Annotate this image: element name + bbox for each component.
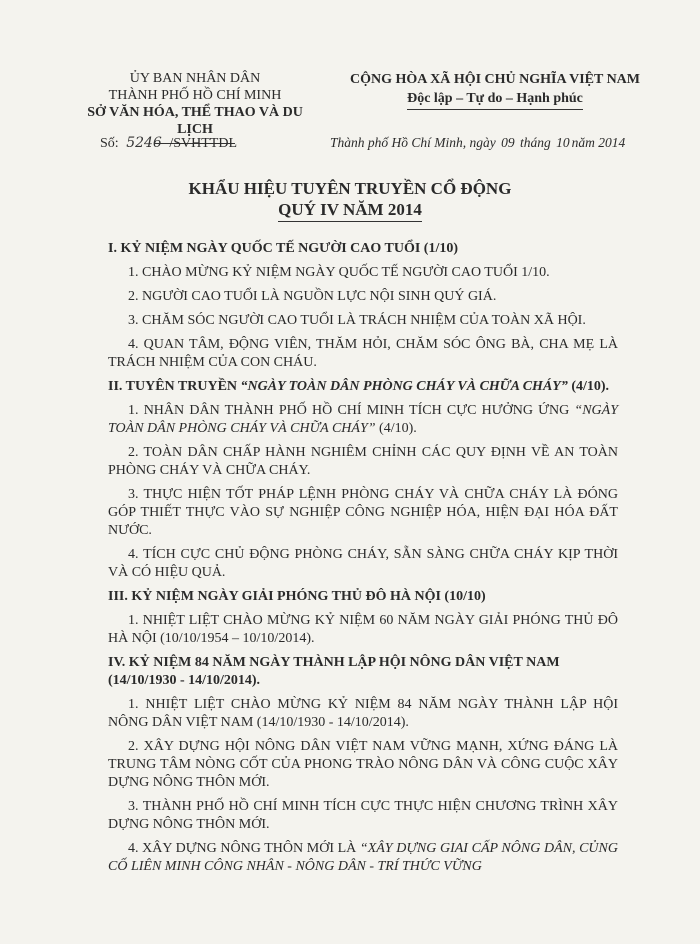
section-heading: III. KỶ NIỆM NGÀY GIẢI PHÓNG THỦ ĐÔ HÀ NỘI (10/10) — [108, 589, 486, 604]
slogan-item: 1. NHIỆT LIỆT CHÀO MỪNG KỶ NIỆM 84 NĂM NGÀY THÀNH LẬP HỘI NÔNG DÂN VIỆT NAM (14/10/1930 - 14/10/2014). — [108, 697, 618, 730]
date-month: 10 — [556, 135, 570, 150]
document-title — [0, 178, 700, 222]
slogan-item: 1. NHIỆT LIỆT CHÀO MỪNG KỶ NIỆM 60 NĂM NGÀY GIẢI PHÓNG THỦ ĐÔ HÀ NỘI (10/10/1954 – 10/10/2014). — [108, 613, 618, 646]
item-quote: “XÂY DỰNG GIAI CẤP NÔNG DÂN, CỦNG CỐ LIÊN MINH CÔNG NHÂN - NÔNG DÂN - TRÍ THỨC VỮNG — [108, 841, 618, 874]
item-text: 4. XÂY DỰNG NÔNG THÔN MỚI LÀ — [128, 841, 360, 856]
heading-date: (4/10). — [567, 379, 610, 394]
document-date — [330, 135, 625, 151]
slogan-item: 2. XÂY DỰNG HỘI NÔNG DÂN VIỆT NAM VỮNG MẠNH, XỨNG ĐÁNG LÀ TRUNG TÂM NÒNG CỐT CỦA PHONG TRÀO NÔNG DÂN VÀ CÔNG CUỘC XÂY DỰNG NÔNG THÔN MỚI. — [108, 739, 618, 790]
document-body — [108, 240, 618, 876]
slogan-item: 2. NGƯỜI CAO TUỔI LÀ NGUỒN LỰC NỘI SINH QUÝ GIÁ. — [128, 289, 497, 304]
heading-quote: “NGÀY TOÀN DÂN PHÒNG CHÁY VÀ CHỮA CHÁY” — [240, 379, 568, 394]
slogan-item: 3. THÀNH PHỐ HỒ CHÍ MINH TÍCH CỰC THỰC HIỆN CHƯƠNG TRÌNH XÂY DỰNG NÔNG THÔN MỚI. — [108, 799, 618, 832]
country-name: CỘNG HÒA XÃ HỘI CHỦ NGHĨA VIỆT NAM — [349, 72, 640, 87]
item-quote: “NGÀY TOÀN DÂN PHÒNG CHÁY VÀ CHỮA CHÁY” — [108, 403, 618, 436]
date-year: năm 2014 — [571, 135, 626, 150]
section-heading — [108, 378, 618, 396]
slogan-item: 2. TOÀN DÂN CHẤP HÀNH NGHIÊM CHỈNH CÁC QUY ĐỊNH VỀ AN TOÀN PHÒNG CHÁY VÀ CHỮA CHÁY. — [108, 445, 618, 478]
document-number — [100, 135, 237, 152]
number-label: Số: — [100, 136, 119, 151]
slogan-item: 4. TÍCH CỰC CHỦ ĐỘNG PHÒNG CHÁY, SẴN SÀNG CHỮA CHÁY KỊP THỜI VÀ CÓ HIỆU QUẢ. — [108, 547, 618, 580]
slogan-item: 3. CHĂM SÓC NGƯỜI CAO TUỔI LÀ TRÁCH NHIỆM CỦA TOÀN XÃ HỘI. — [128, 313, 586, 328]
slogan-item: 4. QUAN TÂM, ĐỘNG VIÊN, THĂM HỎI, CHĂM SÓC ÔNG BÀ, CHA MẸ LÀ TRÁCH NHIỆM CỦA CON CHÁU. — [108, 337, 618, 370]
agency-line-1: ỦY BAN NHÂN DÂN — [129, 71, 261, 86]
item-text: 1. NHÂN DÂN THÀNH PHỐ HỒ CHÍ MINH TÍCH CỰC HƯỞNG ỨNG — [128, 403, 575, 418]
slogan-item — [108, 840, 618, 876]
date-day: 09 — [501, 135, 515, 150]
motto: Độc lập – Tự do – Hạnh phúc — [407, 89, 583, 110]
date-prefix: Thành phố Hồ Chí Minh, ngày — [330, 135, 496, 150]
slogan-item — [108, 402, 618, 438]
section-heading: I. KỶ NIỆM NGÀY QUỐC TẾ NGƯỜI CAO TUỔI (1/10) — [108, 241, 459, 256]
issuing-agency — [70, 70, 320, 144]
number-suffix: /SVHTTDL — [169, 136, 237, 151]
date-month-label: tháng — [520, 135, 551, 150]
slogan-item: 1. CHÀO MỪNG KỶ NIỆM NGÀY QUỐC TẾ NGƯỜI CAO TUỔI 1/10. — [128, 265, 550, 280]
section-heading: IV. KỶ NIỆM 84 NĂM NGÀY THÀNH LẬP HỘI NÔNG DÂN VIỆT NAM (14/10/1930 - 14/10/2014). — [108, 655, 560, 688]
national-motto — [325, 70, 665, 110]
agency-line-2: THÀNH PHỐ HỒ CHÍ MINH — [108, 88, 282, 103]
title-line-2: QUÝ IV NĂM 2014 — [278, 199, 422, 222]
slogan-item: 3. THỰC HIỆN TỐT PHÁP LỆNH PHÒNG CHÁY VÀ CHỮA CHÁY LÀ ĐÓNG GÓP THIẾT THỰC VÀO SỰ NGHIỆP CÔNG NGHIỆP HÓA, HIỆN ĐẠI HÓA ĐẤT NƯỚC. — [108, 487, 618, 538]
title-line-1: KHẨU HIỆU TUYÊN TRUYỀN CỔ ĐỘNG — [188, 179, 512, 198]
heading-text: II. TUYÊN TRUYỀN — [108, 379, 241, 394]
handwritten-number: 5246 — [126, 135, 162, 151]
item-date: (4/10). — [375, 421, 417, 436]
agency-line-3: SỞ VĂN HÓA, THỂ THAO VÀ DU LỊCH — [87, 105, 303, 137]
